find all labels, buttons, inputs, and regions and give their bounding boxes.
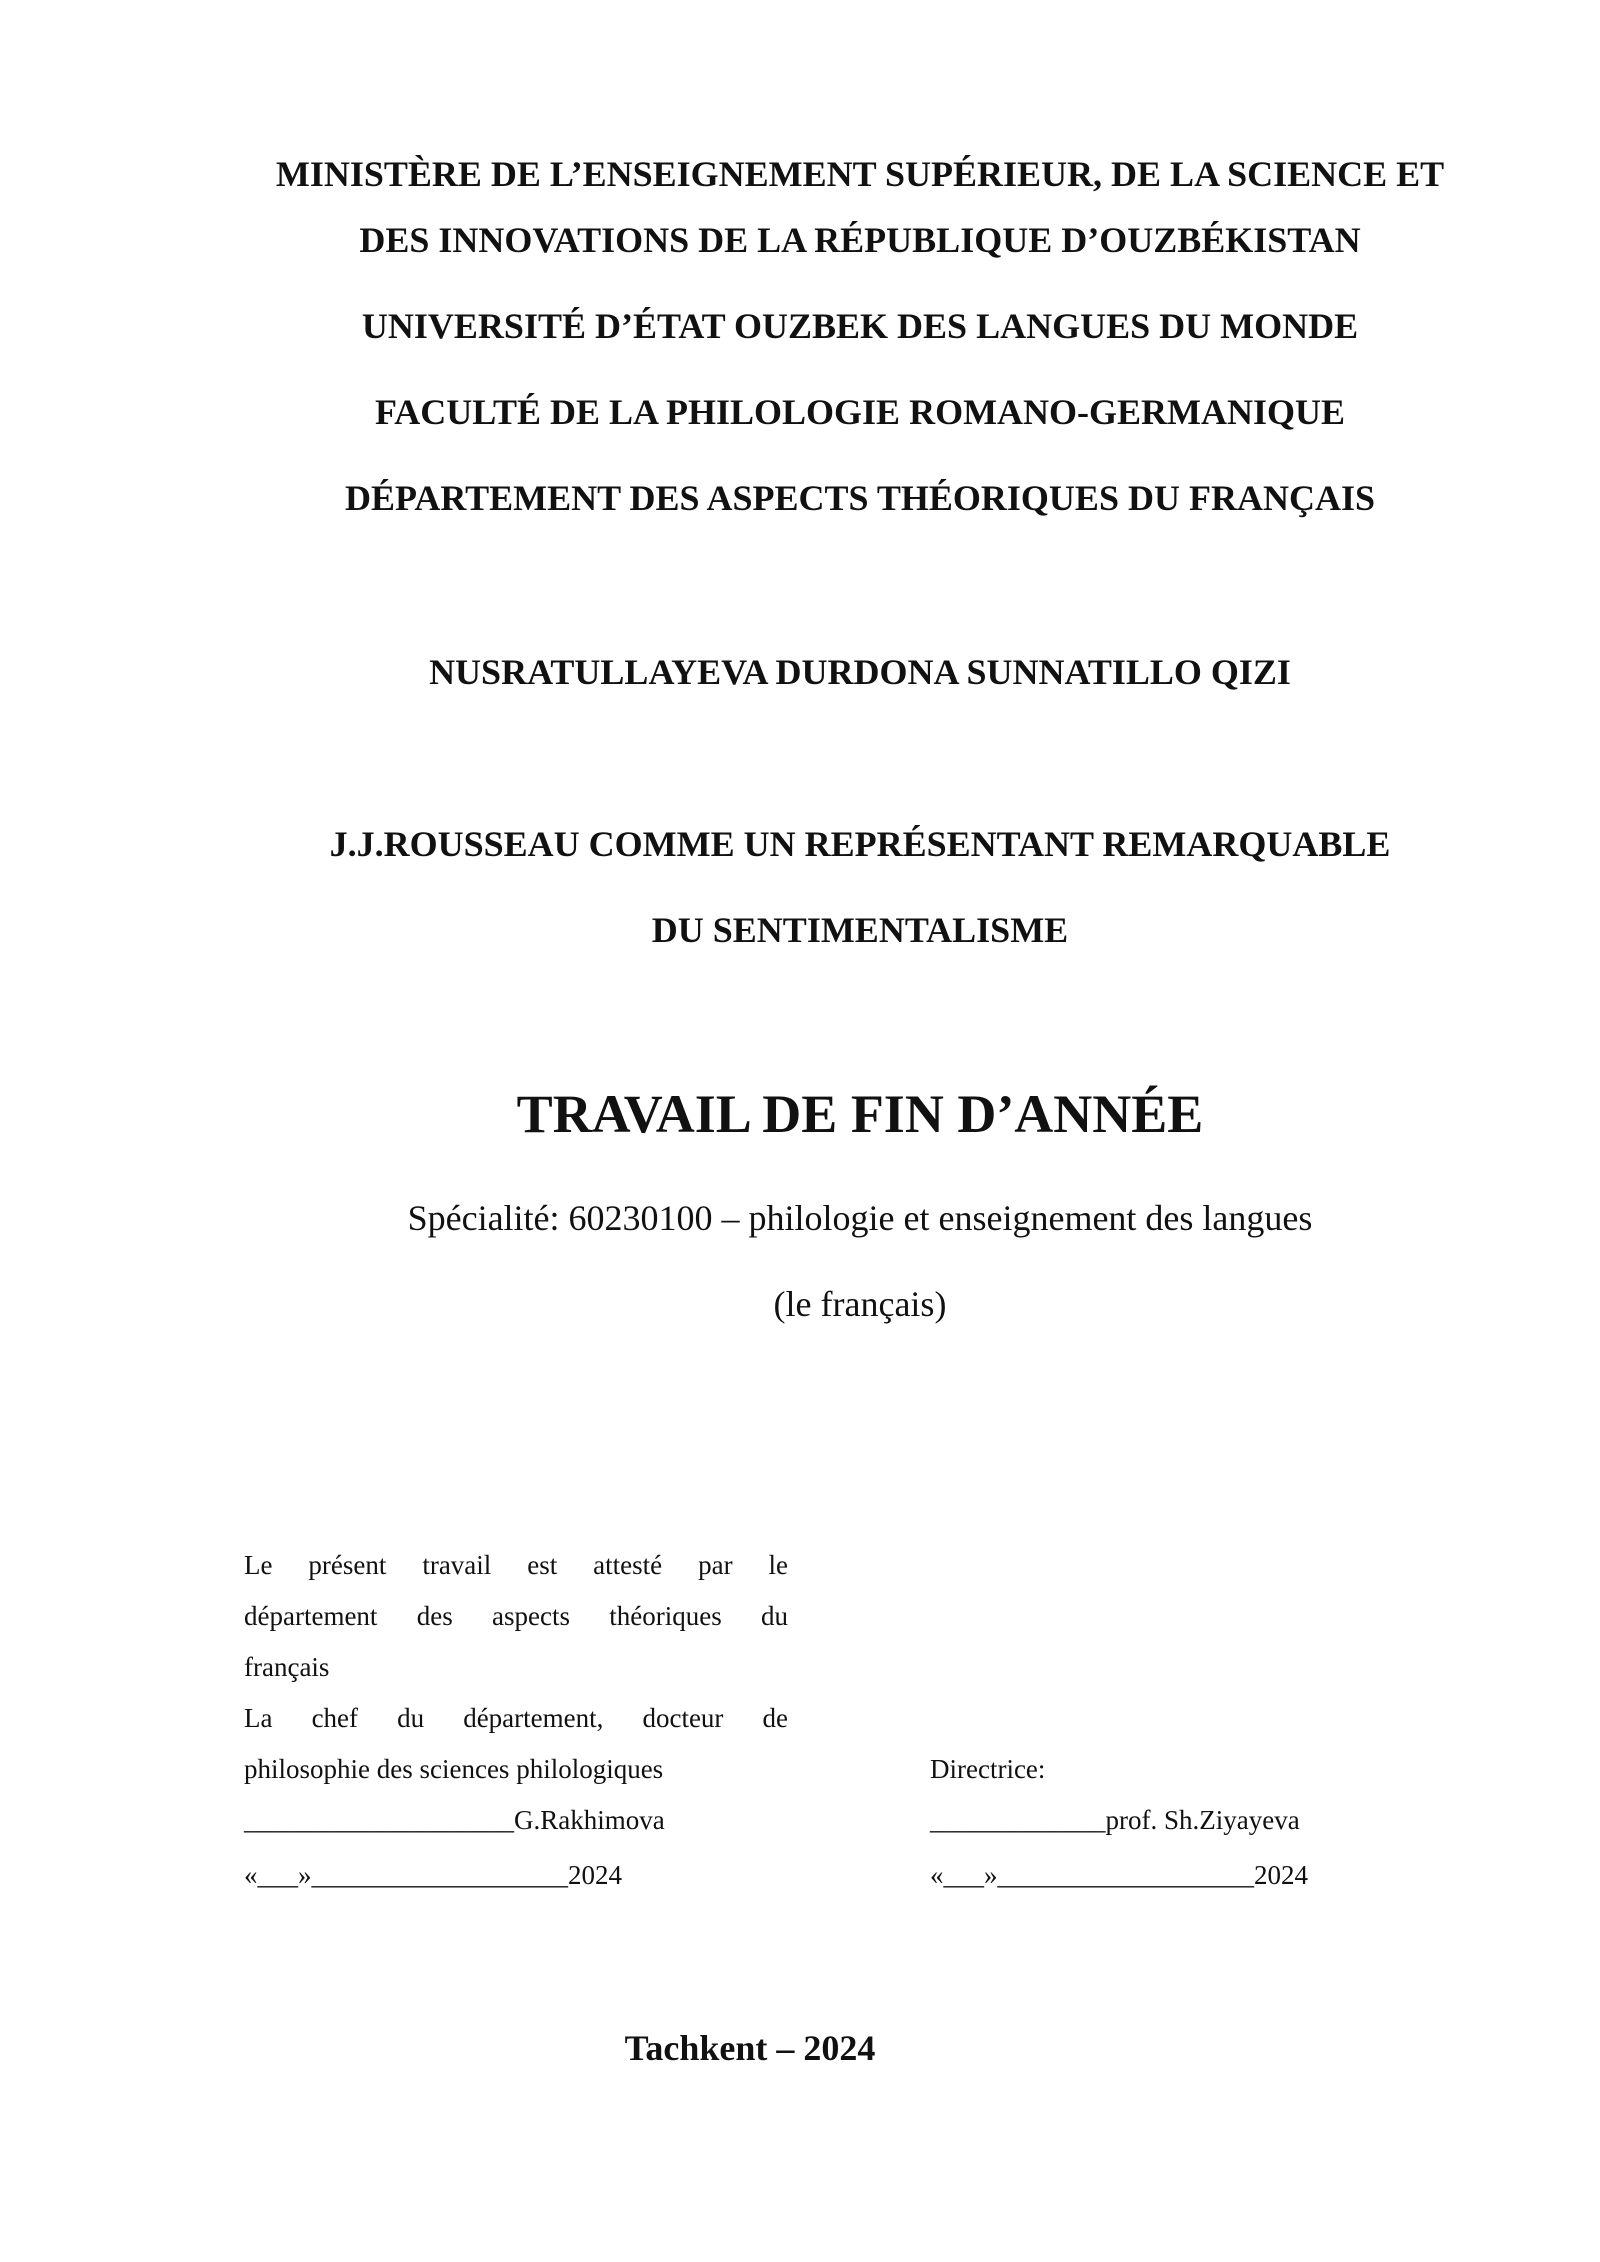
topic-line-1: J.J.ROUSSEAU COMME UN REPRÉSENTANT REMARQUABLE	[329, 824, 1391, 864]
department-name: DÉPARTEMENT DES ASPECTS THÉORIQUES DU FRANÇAIS	[345, 478, 1375, 518]
attestation-block	[244, 1540, 788, 1901]
head-signature-line: ____________________G.Rakhimova	[244, 1805, 665, 1835]
attestation-line-5: philosophie des sciences philologiques	[244, 1754, 664, 1784]
head-date-line: «___»___________________2024	[244, 1860, 622, 1890]
supervisor-role: Directrice:	[930, 1754, 1046, 1784]
supervisor-date-line: «___»___________________2024	[930, 1860, 1308, 1890]
faculty-name: FACULTÉ DE LA PHILOLOGIE ROMANO-GERMANIQUE	[374, 392, 1346, 432]
topic-line-2: DU SENTIMENTALISME	[651, 910, 1069, 950]
specialty-line-2: (le français)	[773, 1284, 947, 1324]
supervisor-signature-line: _____________prof. Sh.Ziyayeva	[930, 1805, 1300, 1835]
attestation-line-2: département des aspects théoriques du	[244, 1601, 788, 1631]
attestation-line-1: Le présent travail est attesté par le	[244, 1550, 788, 1580]
attestation-line-4: La chef du département, docteur de	[244, 1703, 788, 1733]
ministry-line-1: MINISTÈRE DE L’ENSEIGNEMENT SUPÉRIEUR, DE LA SCIENCE ET	[275, 154, 1445, 194]
supervisor-block	[930, 1744, 1430, 1901]
author-name: NUSRATULLAYEVA DURDONA SUNNATILLO QIZI	[429, 652, 1291, 692]
specialty-line-1: Spécialité: 60230100 – philologie et enseignement des langues	[407, 1198, 1313, 1238]
work-type-title: TRAVAIL DE FIN D’ANNÉE	[516, 1084, 1204, 1144]
ministry-line-2: DES INNOVATIONS DE LA RÉPUBLIQUE D’OUZBÉKISTAN	[359, 220, 1361, 260]
attestation-line-3: français	[244, 1652, 330, 1682]
place-and-year: Tachkent – 2024	[624, 2028, 876, 2068]
university-name: UNIVERSITÉ D’ÉTAT OUZBEK DES LANGUES DU MONDE	[361, 306, 1359, 346]
